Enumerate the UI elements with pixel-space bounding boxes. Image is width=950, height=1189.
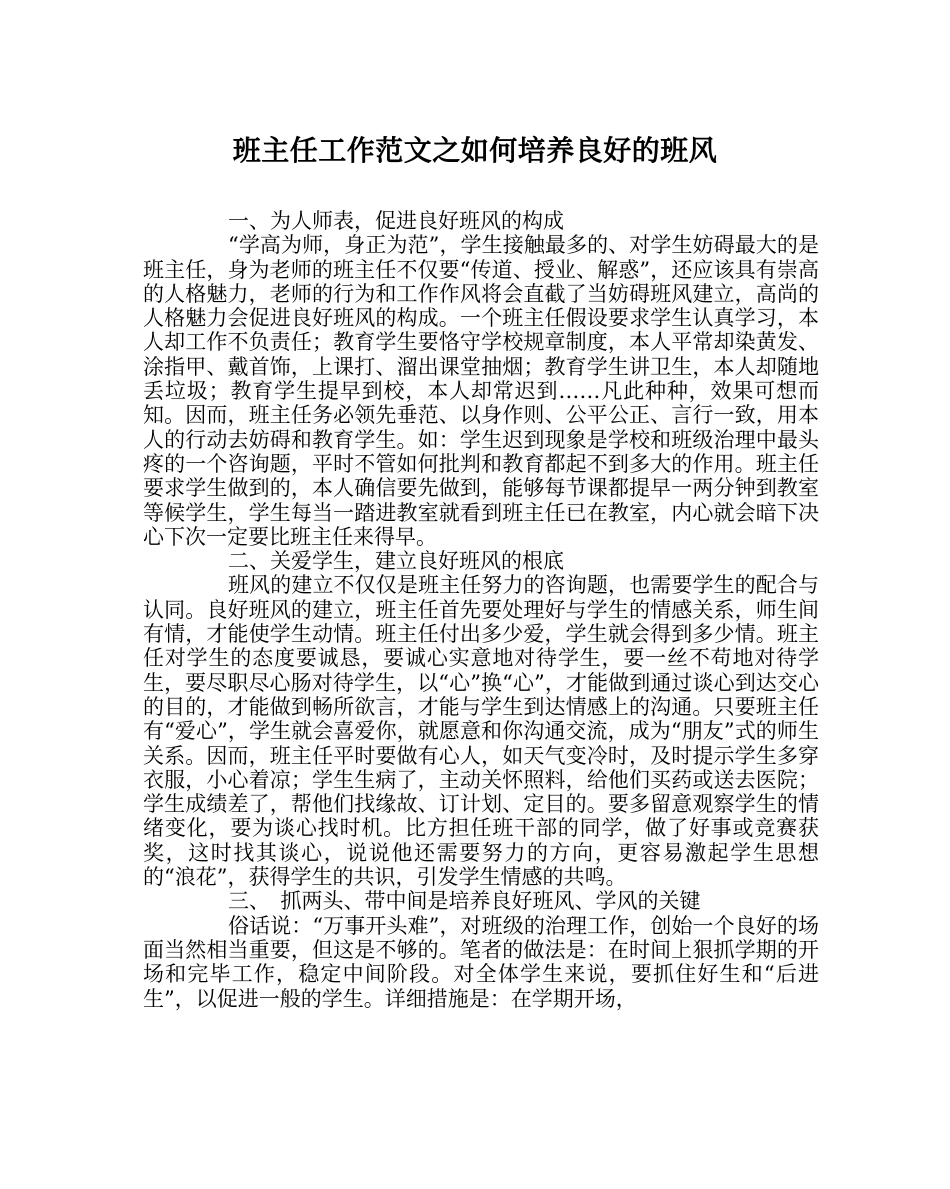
section-paragraph-2: 班风的建立不仅仅是班主任努力的咨询题，也需要学生的配合与认同。良好班风的建立，班主任首先要处理好与学生的情感关系，师生间有情，才能使学生动情。班主任付出多少爱，学生就会得到多少情。班主任对学生的态度要诚恳，要诚心实意地对待学生，要一丝不苟地对待学生，要尽职尽心肠对待学生，以“心”换“心”，才能做到通过谈心到达交心的目的，才能做到畅所欲言，才能与学生到达情感上的沟通。只要班主任有“爱心”，学生就会喜爱你，就愿意和你沟通交流，成为“朋友”式的师生关系。因而，班主任平时要做有心人，如天气变冷时，及时提示学生多穿衣服，小心着凉；学生生病了，主动关怀照料，给他们买药或送去医院；学生成绩差了，帮他们找缘故、订计划、定目的。要多留意观察学生的情绪变化，要为谈心找时机。比方担任班干部的同学，做了好事或竞赛获奖，这时找其谈心，说说他还需要努力的方向，更容易激起学生思想的“浪花”，获得学生的共识，引发学生情感的共鸣。 [143,573,819,890]
section-heading-1: 一、为人师表，促进良好班风的构成 [228,209,564,233]
section-heading-3: 三、 抓两头、带中间是培养良好班风、学风的关键 [228,889,701,914]
section-paragraph-1: “学高为师，身正为范”，学生接触最多的、对学生妨碍最大的是班主任，身为老师的班主任不仅要“传道、授业、解惑”，还应该具有崇高的人格魅力，老师的行为和工作作风将会直截了当妨碍班风建立，高尚的人格魅力会促进良好班风的构成。一个班主任假设要求学生认真学习，本人却工作不负责任；教育学生要恪守学校规章制度，本人平常却染黄发、涂指甲、戴首饰，上课打、溜出课堂抽烟；教育学生讲卫生，本人却随地丢垃圾；教育学生提早到校，本人却常迟到……凡此种种，效果可想而知。因而，班主任务必领先垂范、以身作则、公平公正、言行一致，用本人的行动去妨碍和教育学生。如：学生迟到现象是学校和班级治理中最头疼的一个咨询题，平时不管如何批判和教育都起不到多大的作用。班主任要求学生做到的，本人确信要先做到，能够每节课都提早一两分钟到教室等候学生，学生每当一踏进教室就看到班主任已在教室，内心就会暗下决心下次一定要比班主任来得早。 [143,233,819,549]
section-heading-2: 二、关爱学生，建立良好班风的根底 [228,549,564,574]
document-body [143,209,819,1011]
section-paragraph-3: 俗话说：“万事开头难”，对班级的治理工作，创始一个良好的场面当然相当重要，但这是不够的。笔者的做法是：在时间上狠抓学期的开场和完毕工作，稳定中间阶段。对全体学生来说，要抓住好生和“后进生”，以促进一般的学生。详细措施是：在学期开场， [143,913,819,1011]
document-title: 班主任工作范文之如何培养良好的班风 [232,134,718,167]
